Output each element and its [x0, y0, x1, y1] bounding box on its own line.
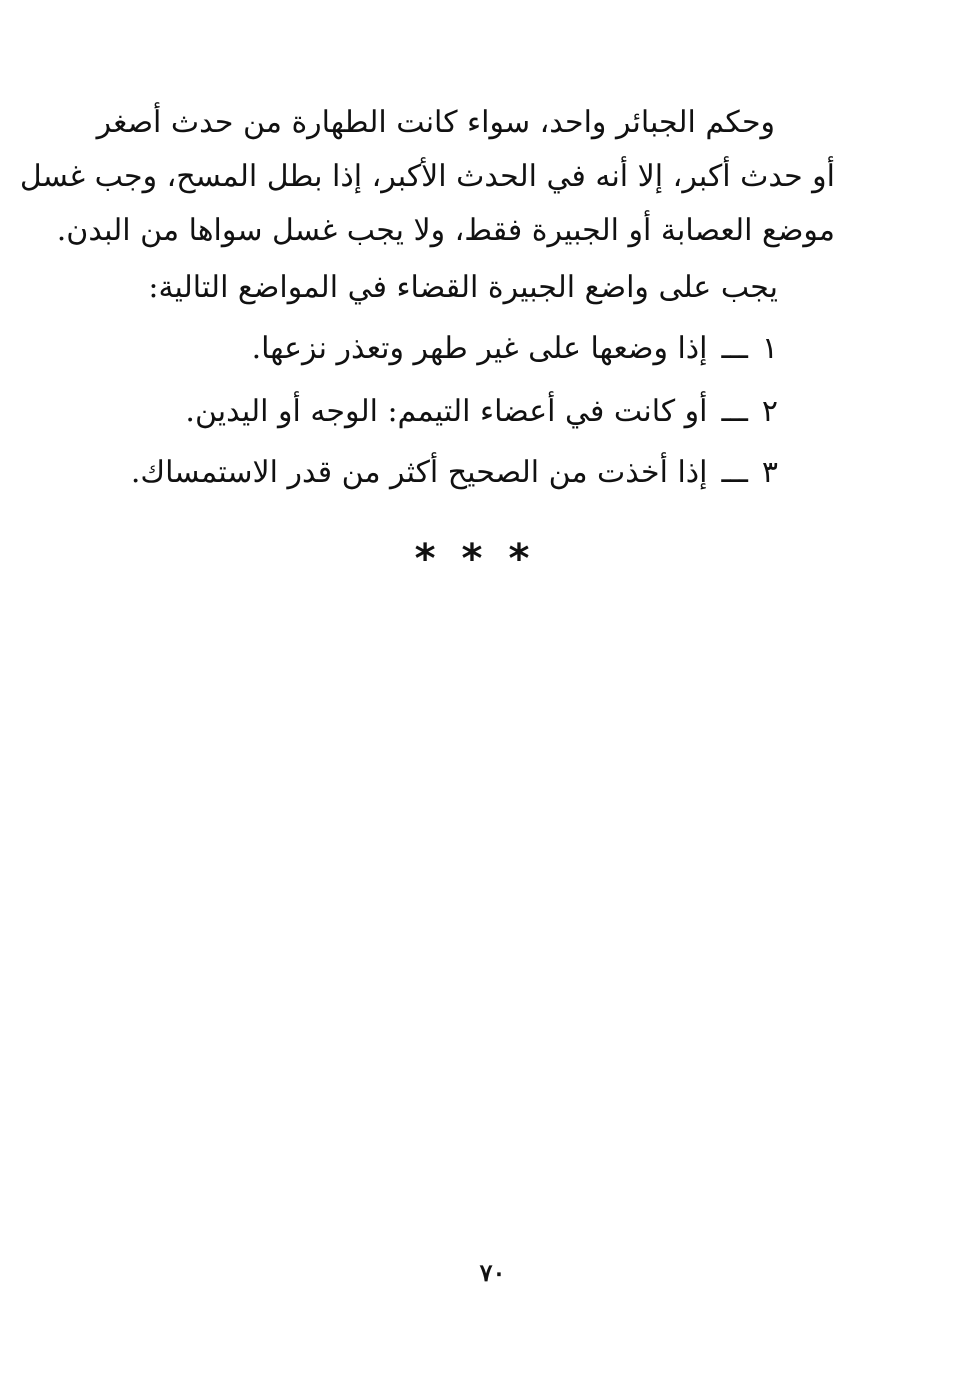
list-item-text: أو كانت في أعضاء التيمم: الوجه أو اليدين. — [185, 394, 708, 429]
list-item-dash: ـــ — [721, 331, 748, 366]
list-item-number: ١ — [761, 331, 778, 366]
section-separator: *** — [414, 536, 556, 582]
paragraph-line: وحكم الجبائر واحد، سواء كانت الطهارة من حدث أصغر — [96, 105, 775, 140]
page-number: ٧٠ — [479, 1258, 506, 1287]
list-item — [131, 446, 778, 500]
list-item-number: ٢ — [761, 394, 778, 429]
list-item-dash: ـــ — [721, 455, 748, 490]
list-item-text: إذا أخذت من الصحيح أكثر من قدر الاستمساك. — [130, 455, 708, 490]
list-item-text: إذا وضعها على غير طهر وتعذر نزعها. — [251, 331, 708, 366]
list-item-dash: ـــ — [721, 394, 748, 429]
list-item-number: ٣ — [761, 455, 778, 490]
paragraph-line: موضع العصابة أو الجبيرة فقط، ولا يجب غسل سواها من البدن. — [56, 213, 835, 248]
paragraph-line: أو حدث أكبر، إلا أنه في الحدث الأكبر، إذا بطل المسح، وجب غسل — [19, 159, 835, 194]
list-item — [185, 385, 778, 439]
list-item — [252, 322, 778, 376]
list-intro: يجب على واضع الجبيرة القضاء في المواضع التالية: — [148, 270, 778, 305]
main-paragraph — [19, 96, 835, 258]
